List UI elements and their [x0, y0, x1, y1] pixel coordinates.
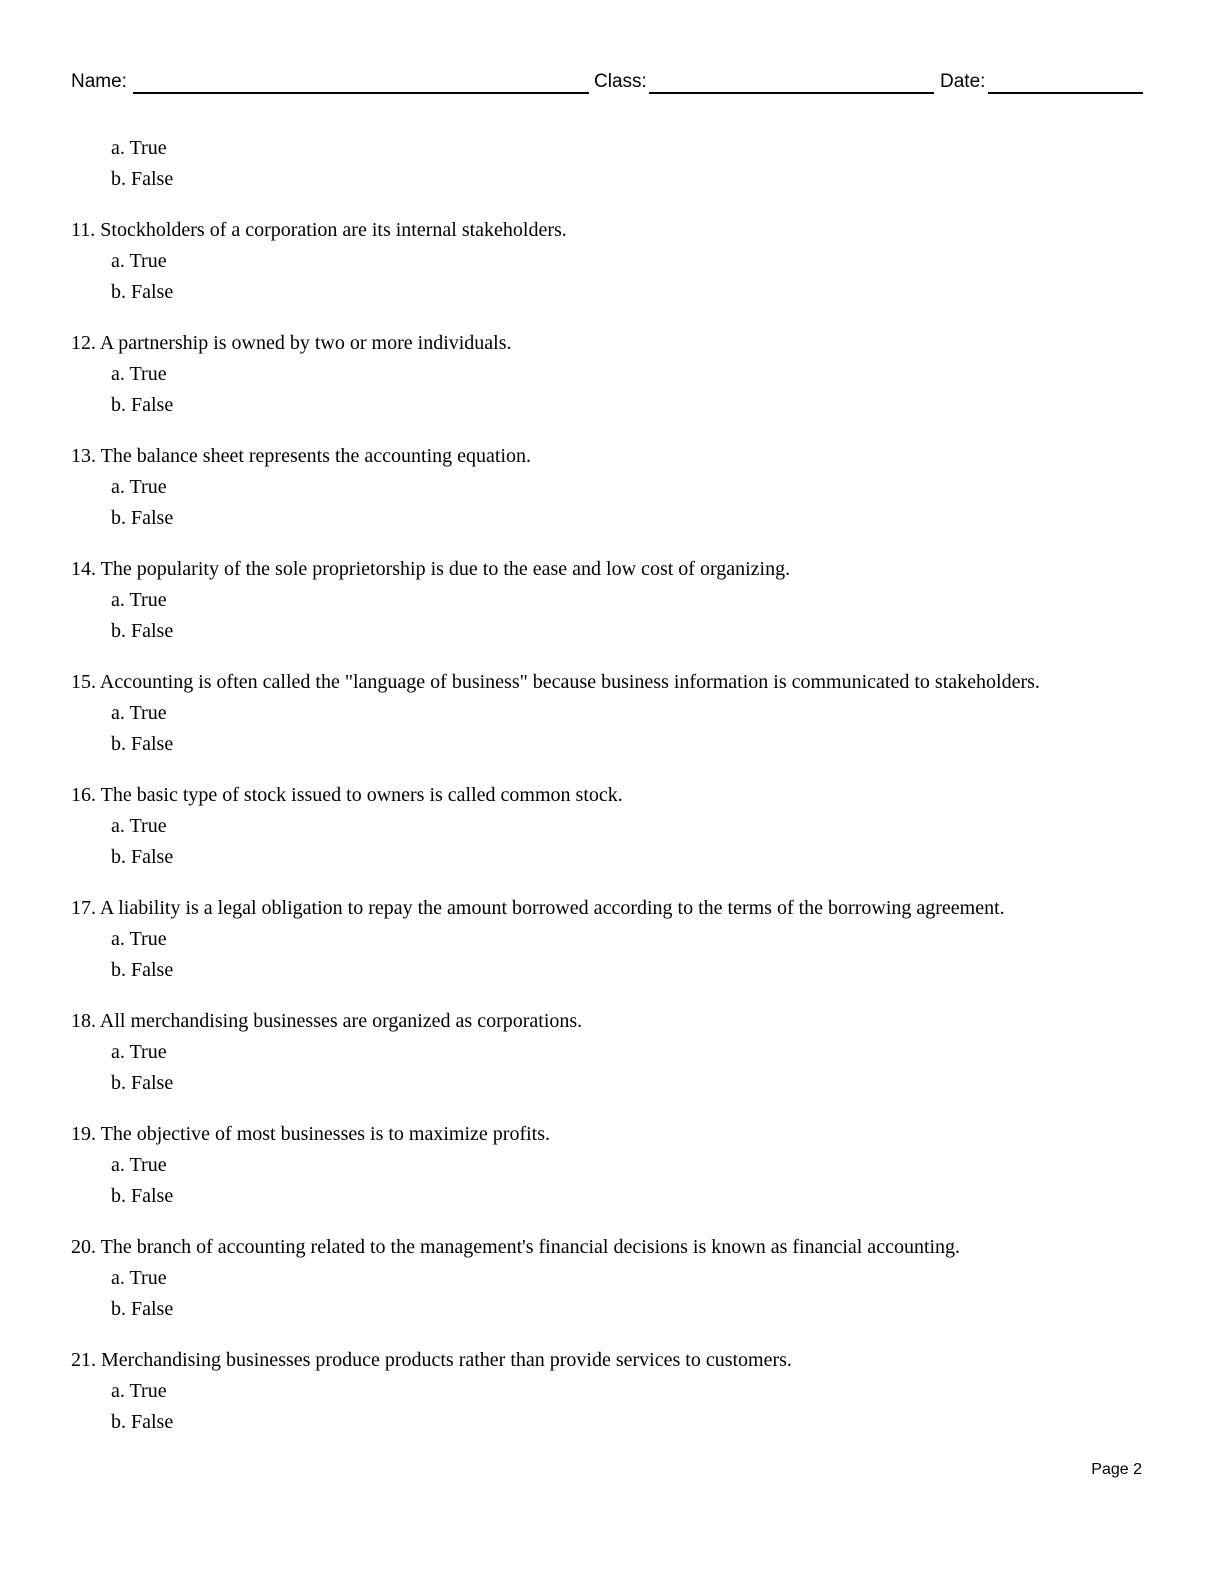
- choice-text: True: [129, 1154, 167, 1176]
- choice-text: True: [129, 1267, 167, 1289]
- choice-a[interactable]: [71, 811, 1161, 842]
- choice-letter: a.: [111, 250, 125, 272]
- question-number: 17.: [71, 897, 96, 919]
- question-number: 21.: [71, 1349, 96, 1371]
- question-text: [71, 1232, 1161, 1263]
- choice-b[interactable]: [71, 1181, 1161, 1212]
- choice-text: False: [131, 733, 174, 755]
- choice-a[interactable]: [71, 924, 1161, 955]
- choice-text: True: [129, 476, 167, 498]
- question-number: 18.: [71, 1010, 96, 1032]
- questions-container: [71, 215, 1161, 1438]
- choice-letter: a.: [111, 815, 125, 837]
- choice-letter: b.: [111, 620, 126, 642]
- question-text: [71, 1006, 1161, 1037]
- class-field[interactable]: [649, 92, 934, 94]
- choice-letter: b.: [111, 281, 126, 303]
- choice-letter: b.: [111, 168, 126, 190]
- choice-text: True: [129, 815, 167, 837]
- choice-letter: a.: [111, 1154, 125, 1176]
- choice-letter: a.: [111, 363, 125, 385]
- choice-text: True: [129, 928, 167, 950]
- choice-a[interactable]: [71, 359, 1161, 390]
- choice-b[interactable]: [71, 390, 1161, 421]
- question-prompt: The objective of most businesses is to maximize profits.: [100, 1123, 551, 1145]
- choice-text: True: [129, 702, 167, 724]
- question-item: [71, 441, 1161, 534]
- question-prompt: A liability is a legal obligation to repay the amount borrowed according to the terms of the borrowing agreement.: [99, 897, 1005, 919]
- question-text: [71, 893, 1161, 924]
- choice-letter: a.: [111, 589, 125, 611]
- question-text: [71, 441, 1161, 472]
- choice-letter: b.: [111, 1298, 126, 1320]
- choice-b[interactable]: [71, 616, 1161, 647]
- question-prompt: The popularity of the sole proprietorship is due to the ease and low cost of organizing.: [100, 558, 791, 580]
- choice-letter: a.: [111, 702, 125, 724]
- choice-text: False: [131, 1072, 174, 1094]
- question-prompt: All merchandising businesses are organized as corporations.: [99, 1010, 583, 1032]
- choice-letter: b.: [111, 1185, 126, 1207]
- choice-letter: a.: [111, 1041, 125, 1063]
- choice-a[interactable]: [71, 133, 1161, 164]
- choice-a[interactable]: [71, 1037, 1161, 1068]
- choice-b[interactable]: [71, 1068, 1161, 1099]
- choice-letter: b.: [111, 846, 126, 868]
- choice-b[interactable]: [71, 164, 1161, 195]
- choice-b[interactable]: [71, 729, 1161, 760]
- choice-a[interactable]: [71, 246, 1161, 277]
- choice-text: True: [129, 589, 167, 611]
- name-field[interactable]: [133, 92, 589, 94]
- choice-a[interactable]: [71, 1150, 1161, 1181]
- choice-text: False: [131, 846, 174, 868]
- question-item: [71, 780, 1161, 873]
- question-prompt: The basic type of stock issued to owners is called common stock.: [100, 784, 623, 806]
- choice-b[interactable]: [71, 503, 1161, 534]
- choice-letter: b.: [111, 1072, 126, 1094]
- question-prompt: The balance sheet represents the accounting equation.: [100, 445, 532, 467]
- choice-b[interactable]: [71, 277, 1161, 308]
- question-number: 13.: [71, 445, 96, 467]
- carryover-choices: [71, 133, 1161, 195]
- question-item: [71, 328, 1161, 421]
- choice-a[interactable]: [71, 698, 1161, 729]
- question-number: 20.: [71, 1236, 96, 1258]
- worksheet-header: [71, 70, 1143, 98]
- choice-text: False: [131, 959, 174, 981]
- choice-letter: b.: [111, 1411, 126, 1433]
- date-label: Date:: [940, 71, 986, 92]
- question-item: [71, 893, 1161, 986]
- choice-text: False: [131, 1298, 174, 1320]
- question-text: [71, 554, 1161, 585]
- choice-a[interactable]: [71, 1376, 1161, 1407]
- choice-letter: a.: [111, 1267, 125, 1289]
- choice-letter: a.: [111, 928, 125, 950]
- choice-text: False: [131, 507, 174, 529]
- choice-b[interactable]: [71, 955, 1161, 986]
- choice-letter: b.: [111, 394, 126, 416]
- question-text: [71, 328, 1161, 359]
- question-item: [71, 215, 1161, 308]
- question-item: [71, 1232, 1161, 1325]
- choice-b[interactable]: [71, 842, 1161, 873]
- question-item: [71, 1119, 1161, 1212]
- choice-text: False: [131, 1185, 174, 1207]
- question-prompt: Merchandising businesses produce products rather than provide services to customers.: [101, 1349, 792, 1371]
- choice-b[interactable]: [71, 1294, 1161, 1325]
- choice-a[interactable]: [71, 472, 1161, 503]
- choice-letter: a.: [111, 476, 125, 498]
- question-number: 16.: [71, 784, 96, 806]
- choice-text: True: [129, 1041, 167, 1063]
- question-list: [71, 133, 1161, 1438]
- question-item: [71, 1006, 1161, 1099]
- question-prompt: A partnership is owned by two or more individuals.: [99, 332, 512, 354]
- page-number: Page 2: [1091, 1461, 1142, 1478]
- choice-text: False: [131, 394, 174, 416]
- choice-text: False: [131, 1411, 174, 1433]
- choice-text: True: [129, 250, 167, 272]
- question-item: [71, 1345, 1161, 1438]
- name-label: Name:: [71, 71, 127, 92]
- choice-text: True: [129, 363, 167, 385]
- question-number: 11.: [71, 219, 96, 241]
- question-text: [71, 1345, 1161, 1376]
- question-prompt: Accounting is often called the "language of business" because business information is communicated to stakeholders.: [99, 671, 1040, 693]
- question-item: [71, 667, 1161, 760]
- choice-letter: b.: [111, 507, 126, 529]
- choice-text: True: [129, 1380, 167, 1402]
- choice-text: False: [131, 168, 174, 190]
- choice-text: False: [131, 281, 174, 303]
- choice-text: False: [131, 620, 174, 642]
- choice-a[interactable]: [71, 1263, 1161, 1294]
- class-label: Class:: [594, 71, 647, 92]
- choice-letter: b.: [111, 733, 126, 755]
- choice-a[interactable]: [71, 585, 1161, 616]
- choice-b[interactable]: [71, 1407, 1161, 1438]
- choice-text: True: [129, 137, 167, 159]
- question-number: 12.: [71, 332, 96, 354]
- question-prompt: Stockholders of a corporation are its internal stakeholders.: [100, 219, 567, 241]
- question-text: [71, 215, 1161, 246]
- question-number: 14.: [71, 558, 96, 580]
- choice-letter: b.: [111, 959, 126, 981]
- question-number: 19.: [71, 1123, 96, 1145]
- question-text: [71, 1119, 1161, 1150]
- question-prompt: The branch of accounting related to the management's financial decisions is known as financial accounting.: [100, 1236, 961, 1258]
- question-text: [71, 780, 1161, 811]
- choice-letter: a.: [111, 1380, 125, 1402]
- date-field[interactable]: [988, 92, 1143, 94]
- question-number: 15.: [71, 671, 96, 693]
- question-item: [71, 554, 1161, 647]
- choice-letter: a.: [111, 137, 125, 159]
- question-text: [71, 667, 1161, 698]
